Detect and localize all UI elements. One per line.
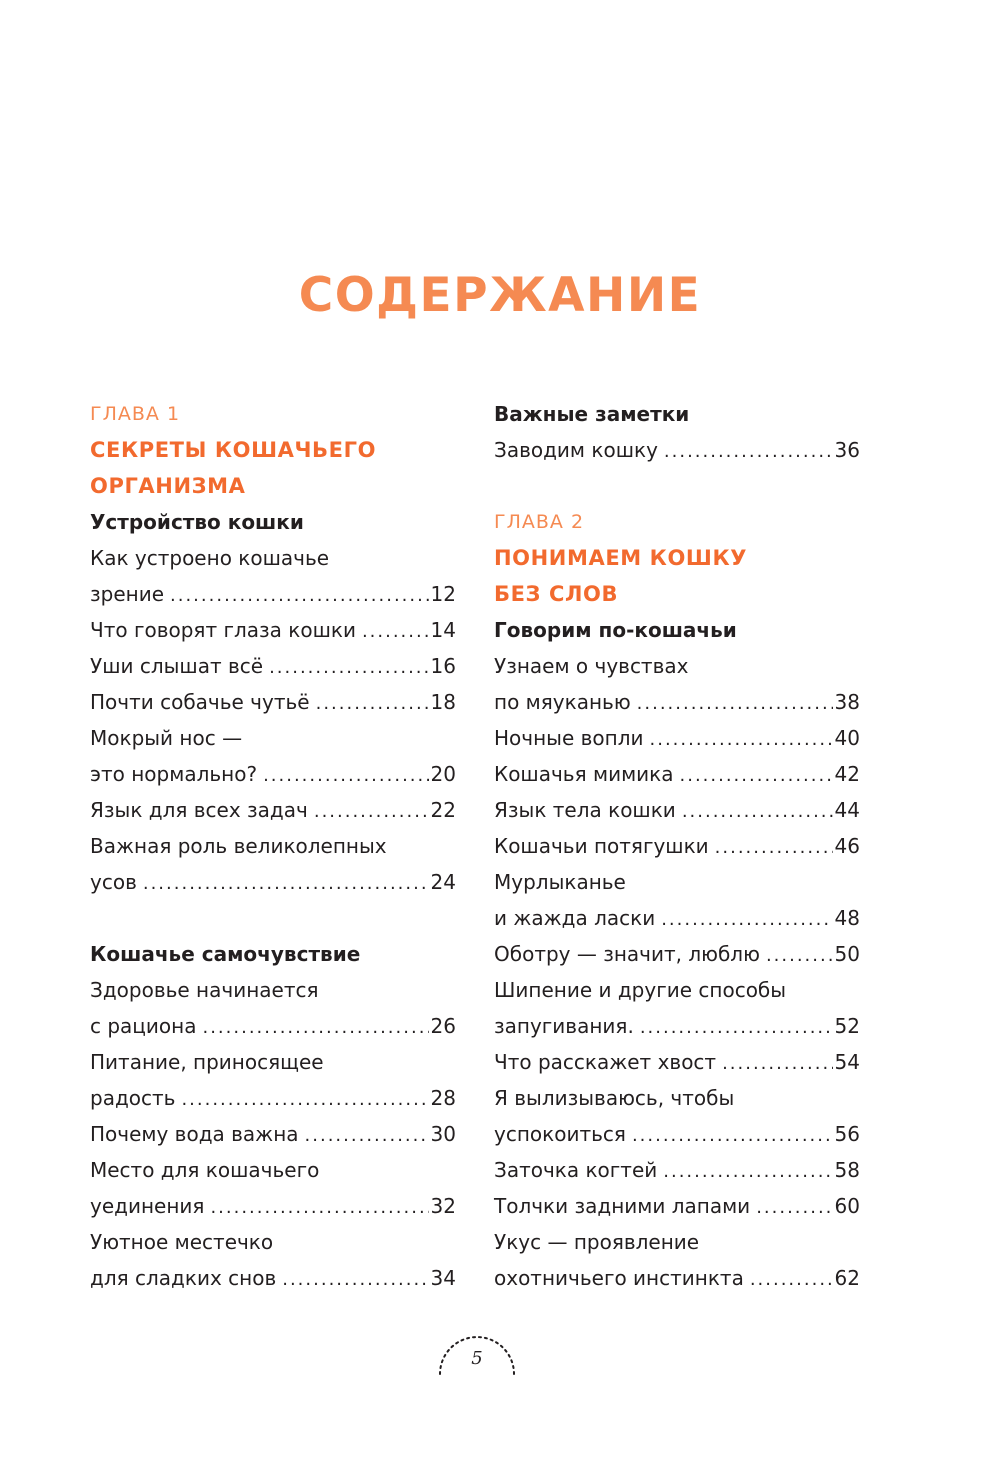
- toc-entry[interactable]: [90, 792, 456, 828]
- toc-entry-title: Заточка когтей: [494, 1158, 658, 1182]
- toc-entry-group: [494, 1080, 860, 1152]
- toc-entry-title: это нормально?: [90, 762, 258, 786]
- leader-dots: [637, 686, 833, 722]
- leader-dots: [661, 902, 832, 938]
- toc-entry-title: Заводим кошку: [494, 438, 658, 462]
- toc-entry-line: Шипение и другие способы: [494, 978, 787, 1002]
- toc-entry[interactable]: [90, 756, 456, 792]
- toc-entry[interactable]: [494, 792, 860, 828]
- toc-right-column: [494, 396, 860, 1296]
- page-number: 5: [471, 1348, 483, 1369]
- toc-page-number: 36: [834, 438, 860, 462]
- chapter-title-line: СЕКРЕТЫ КОШАЧЬЕГО: [90, 438, 377, 462]
- toc-page-number: 48: [834, 906, 860, 930]
- toc-entry-title: зрение: [90, 582, 165, 606]
- toc-entry[interactable]: [90, 1008, 456, 1044]
- toc-entry-title: Толчки задними лапами: [494, 1194, 751, 1218]
- toc-entry-title: успокоиться: [494, 1122, 626, 1146]
- toc-page-number: 30: [430, 1122, 456, 1146]
- toc-entry[interactable]: [90, 1188, 456, 1224]
- toc-page-number: 54: [834, 1050, 860, 1074]
- toc-page-number: 22: [430, 798, 456, 822]
- toc-page-number: 56: [834, 1122, 860, 1146]
- toc-page-number: 16: [430, 654, 456, 678]
- leader-dots: [766, 938, 833, 974]
- leader-dots: [305, 1118, 429, 1154]
- toc-entry-line: Узнаем о чувствах: [494, 654, 689, 678]
- leader-dots: [170, 578, 429, 614]
- toc-entry-title: Что расскажет хвост: [494, 1050, 717, 1074]
- toc-entry-title: для сладких снов: [90, 1266, 277, 1290]
- toc-entry-title: Язык тела кошки: [494, 798, 676, 822]
- toc-left-column: [90, 396, 456, 1296]
- toc-page-number: 50: [834, 942, 860, 966]
- toc-entry[interactable]: [90, 576, 456, 612]
- toc-entry-line: Укус — проявление: [494, 1230, 700, 1254]
- leader-dots: [269, 650, 428, 686]
- toc-entry[interactable]: [90, 1260, 456, 1296]
- leader-dots: [202, 1010, 428, 1046]
- toc-entry-line: Мокрый нос —: [90, 726, 243, 750]
- toc-page-number: 58: [834, 1158, 860, 1182]
- toc-page-number: 20: [430, 762, 456, 786]
- toc-entry-title: и жажда ласки: [494, 906, 656, 930]
- section-heading: Важные заметки: [494, 402, 690, 426]
- toc-entry[interactable]: [494, 1152, 860, 1188]
- leader-dots: [316, 686, 429, 722]
- leader-dots: [640, 1010, 833, 1046]
- toc-entry[interactable]: [494, 1260, 860, 1296]
- toc-entry[interactable]: [494, 1044, 860, 1080]
- toc-entry-line: Как устроено кошачье: [90, 546, 330, 570]
- toc-entry-title: Язык для всех задач: [90, 798, 308, 822]
- toc-entry-group: [90, 1152, 456, 1224]
- toc-entry-line: Здоровье начинается: [90, 978, 319, 1002]
- toc-entry-title: радость: [90, 1086, 176, 1110]
- toc-entry[interactable]: [90, 612, 456, 648]
- toc-entry-group: [90, 972, 456, 1044]
- section-heading: Говорим по-кошачьи: [494, 618, 737, 642]
- toc-page-number: 46: [834, 834, 860, 858]
- toc-page-number: 34: [430, 1266, 456, 1290]
- toc-entry-line: Важная роль великолепных: [90, 834, 387, 858]
- leader-dots: [722, 1046, 832, 1082]
- toc-entry-title: Кошачьи потягушки: [494, 834, 709, 858]
- toc-entry[interactable]: [494, 828, 860, 864]
- toc-entry-line: Уютное местечко: [90, 1230, 274, 1254]
- toc-entry-title: Уши слышат всё: [90, 654, 264, 678]
- toc-entry-group: [494, 864, 860, 936]
- chapter-title-line: ПОНИМАЕМ КОШКУ: [494, 546, 747, 570]
- toc-page-number: 24: [430, 870, 456, 894]
- section-heading: Кошачье самочувствие: [90, 942, 361, 966]
- toc-entry-group: [90, 1224, 456, 1296]
- toc-entry-title: охотничьего инстинкта: [494, 1266, 744, 1290]
- toc-entry[interactable]: [494, 936, 860, 972]
- chapter-title-line: БЕЗ СЛОВ: [494, 582, 619, 606]
- toc-entry[interactable]: [494, 900, 860, 936]
- toc-page-number: 18: [430, 690, 456, 714]
- toc-entry-line: Я вылизываюсь, чтобы: [494, 1086, 735, 1110]
- toc-entry[interactable]: [494, 1188, 860, 1224]
- section-spacer: [494, 468, 860, 504]
- leader-dots: [680, 758, 833, 794]
- toc-entry-title: Кошачья мимика: [494, 762, 674, 786]
- toc-entry-title: Оботру — значит, люблю: [494, 942, 760, 966]
- toc-page-number: 42: [834, 762, 860, 786]
- toc-entry[interactable]: [494, 720, 860, 756]
- page-number-badge: [436, 1330, 518, 1380]
- toc-page-number: 12: [430, 582, 456, 606]
- toc-entry-group: [90, 540, 456, 612]
- leader-dots: [362, 614, 429, 650]
- toc-entry-title: Почти собачье чутьё: [90, 690, 310, 714]
- toc-entry-title: Ночные вопли: [494, 726, 644, 750]
- leader-dots: [282, 1262, 428, 1298]
- section-heading: Устройство кошки: [90, 510, 304, 534]
- toc-entry-title: Что говорят глаза кошки: [90, 618, 356, 642]
- chapter-label: ГЛАВА 1: [90, 403, 181, 425]
- toc-entry[interactable]: [90, 1116, 456, 1152]
- leader-dots: [210, 1190, 428, 1226]
- toc-page-number: 38: [834, 690, 860, 714]
- toc-page-number: 40: [834, 726, 860, 750]
- toc-entry-group: [494, 1224, 860, 1296]
- toc-entry-line: Мурлыканье: [494, 870, 626, 894]
- leader-dots: [682, 794, 833, 830]
- leader-dots: [632, 1118, 833, 1154]
- toc-entry[interactable]: [494, 684, 860, 720]
- toc-entry-group: [90, 828, 456, 900]
- section-spacer: [90, 900, 456, 936]
- leader-dots: [663, 1154, 832, 1190]
- toc-entry[interactable]: [90, 864, 456, 900]
- toc-page-number: 28: [430, 1086, 456, 1110]
- toc-entry-title: усов: [90, 870, 137, 894]
- toc-page-number: 52: [834, 1014, 860, 1038]
- toc-entry[interactable]: [90, 648, 456, 684]
- toc-entry-title: уединения: [90, 1194, 205, 1218]
- leader-dots: [181, 1082, 428, 1118]
- toc-page-number: 26: [430, 1014, 456, 1038]
- toc-entry[interactable]: [494, 756, 860, 792]
- toc-entry-group: [90, 1044, 456, 1116]
- toc-page-number: 60: [834, 1194, 860, 1218]
- chapter-label: ГЛАВА 2: [494, 511, 585, 533]
- toc-page-number: 14: [430, 618, 456, 642]
- toc-entry-group: [494, 972, 860, 1044]
- leader-dots: [664, 434, 833, 470]
- leader-dots: [143, 866, 429, 902]
- toc-page-number: 32: [430, 1194, 456, 1218]
- toc-entry[interactable]: [90, 1080, 456, 1116]
- leader-dots: [756, 1190, 832, 1226]
- chapter-title-line: ОРГАНИЗМА: [90, 474, 246, 498]
- leader-dots: [750, 1262, 833, 1298]
- toc-entry[interactable]: [494, 432, 860, 468]
- toc-entry[interactable]: [494, 1008, 860, 1044]
- leader-dots: [715, 830, 833, 866]
- toc-entry[interactable]: [494, 1116, 860, 1152]
- toc-page-number: 62: [834, 1266, 860, 1290]
- toc-entry-title: по мяуканью: [494, 690, 631, 714]
- leader-dots: [650, 722, 833, 758]
- toc-entry-line: Питание, приносящее: [90, 1050, 324, 1074]
- toc-entry-group: [90, 720, 456, 792]
- toc-entry[interactable]: [90, 684, 456, 720]
- toc-entry-title: Почему вода важна: [90, 1122, 299, 1146]
- leader-dots: [314, 794, 429, 830]
- leader-dots: [263, 758, 428, 794]
- page-title: СОДЕРЖАНИЕ: [298, 268, 702, 323]
- toc-page-number: 44: [834, 798, 860, 822]
- toc-entry-title: запугивания.: [494, 1014, 634, 1038]
- toc-entry-line: Место для кошачьего: [90, 1158, 320, 1182]
- toc-entry-group: [494, 648, 860, 720]
- toc-entry-title: с рациона: [90, 1014, 197, 1038]
